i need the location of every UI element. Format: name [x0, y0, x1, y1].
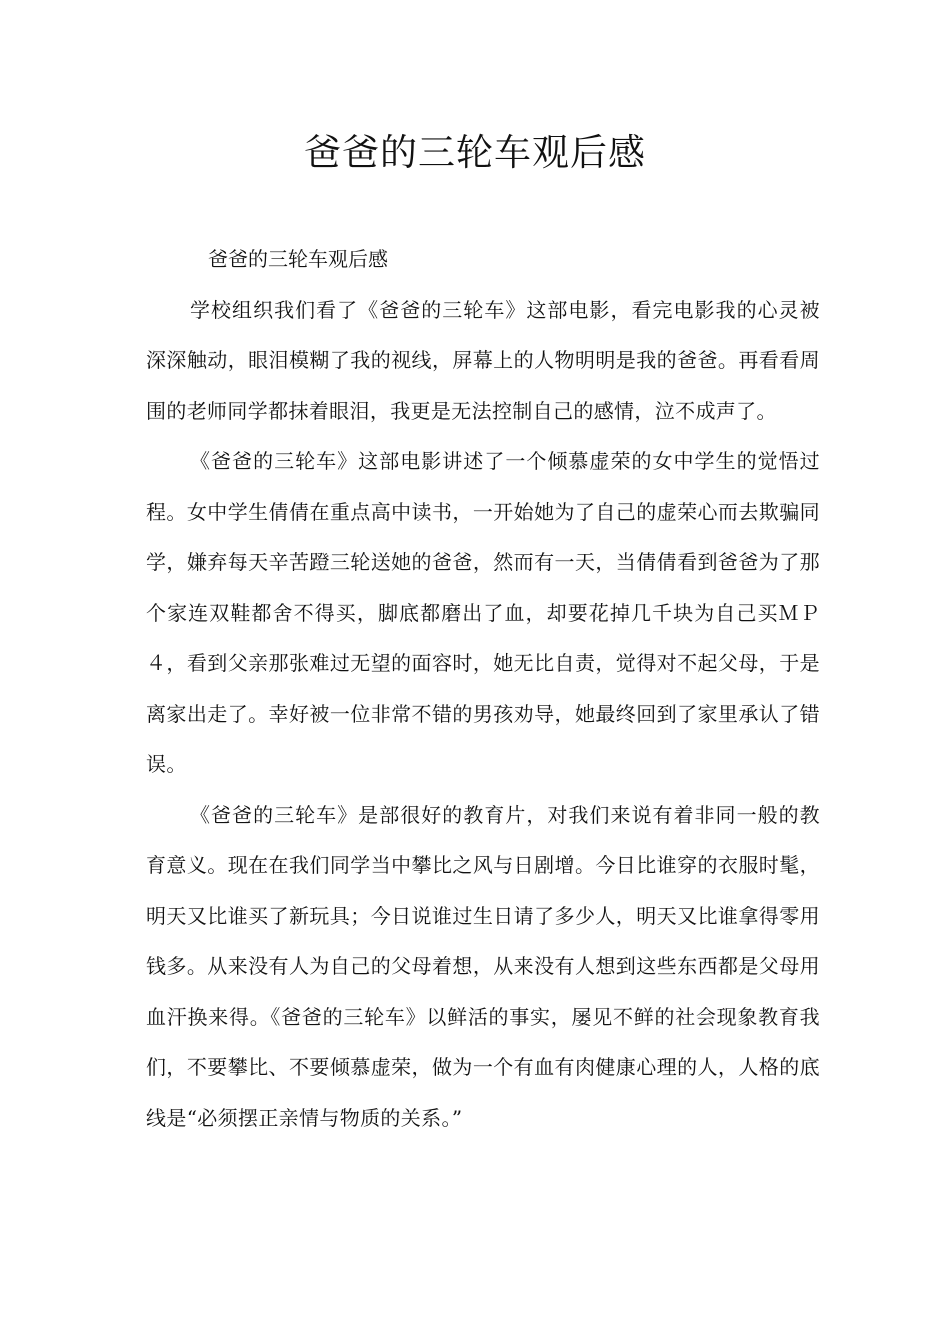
paragraph-2: 《爸爸的三轮车》这部电影讲述了一个倾慕虚荣的女中学生的觉悟过程。女中学生倩倩在重点高中读书，一开始她为了自己的虚荣心而去欺骗同学，嫌弃每天辛苦蹬三轮送她的爸爸，然而有一天，当倩倩看到爸爸为了那个家连双鞋都舍不得买，脚底都磨出了血，却要花掉几千块为自己买ＭＰ４，看到父亲那张难过无望的面容时，她无比自责，觉得对不起父母，于是离家出走了。幸好被一位非常不错的男孩劝导，她最终回到了家里承认了错误。	[146, 449, 820, 776]
paragraph-3: 《爸爸的三轮车》是部很好的教育片，对我们来说有着非同一般的教育意义。现在在我们同学当中攀比之风与日剧增。今日比谁穿的衣服时髦，明天又比谁买了新玩具；今日说谁过生日请了多少人，明天又比谁拿得零用钱多。从来没有人为自己的父母着想，从来没有人想到这些东西都是父母用血汗换来得。《爸爸的三轮车》以鲜活的事实，屡见不鲜的社会现象教育我们，不要攀比、不要倾慕虚荣，做为一个有血有肉健康心理的人，人格的底线是“必须摆正亲情与物质的关系。”	[146, 802, 820, 1130]
document-subtitle: 爸爸的三轮车观后感	[208, 247, 388, 271]
document-title: 爸爸的三轮车观后感	[304, 131, 646, 174]
document-body	[146, 234, 820, 1143]
paragraph-1: 学校组织我们看了《爸爸的三轮车》这部电影，看完电影我的心灵被深深触动，眼泪模糊了我的视线，屏幕上的人物明明是我的爸爸。再看看周围的老师同学都抹着眼泪，我更是无法控制自己的感情，泣不成声了。	[146, 297, 820, 423]
